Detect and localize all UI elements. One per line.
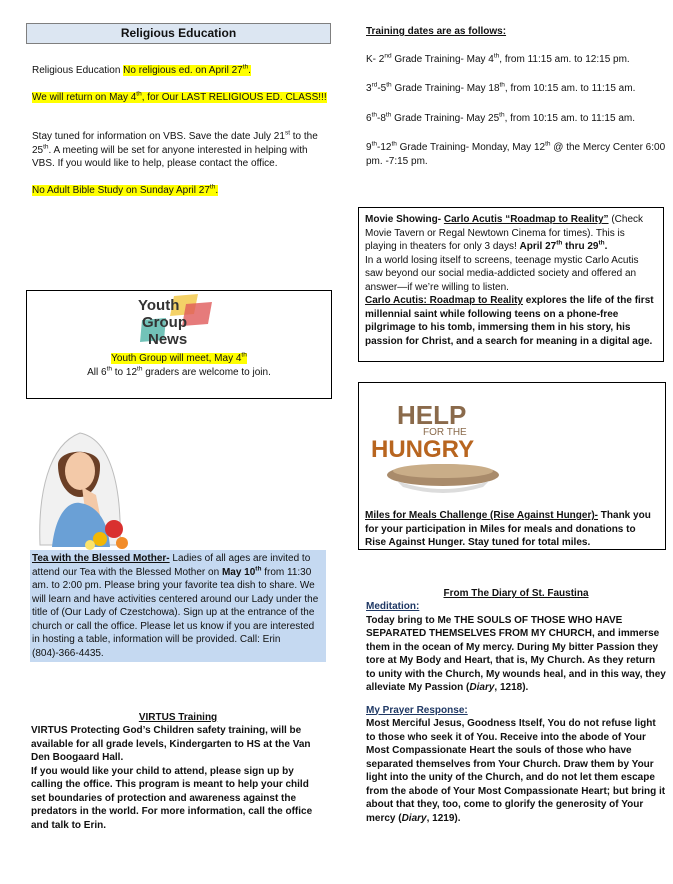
youth-group-box xyxy=(26,290,332,399)
prayer-response-text: Most Merciful Jesus, Goodness Itself, You do not refuse light to those who seek it of You. Receive into the abode of Your Most Compassionate Heart the souls of those who have separated themselves from Your Church. Draw them by Your light into the unity of the Church, and do not let them escape from the abode of Your Most Compassionate Heart; but bring it about that they, too, come to glorify the generosity of Your mercy (Diary, 1219). xyxy=(366,718,666,824)
meditation-text: Today bring to Me THE SOULS OF THOSE WHO HAVE SEPARATED THEMSELVES FROM MY CHURCH, and immerse them in the ocean of My mercy. During My bitter Passion they tore at My Body and Heart, that is, My Church. As they return to unity with the Church, My wounds heal, and in this way, they alleviate My Passion (Diary, 1218). xyxy=(366,614,666,693)
logo-text-group: Group xyxy=(142,314,187,331)
movie-intro: Movie Showing- Carlo Acutis “Roadmap to Reality” (Check Movie Tavern or Regal Newtown Cinema for times). This is playing in theaters for only 3 days! April 27th thru 29th. xyxy=(365,214,644,252)
flower-yellow-icon xyxy=(93,532,107,546)
training-row-3-5: 3rd-5th Grade Training- May 18th, from 10:15 am. to 11:15 am. xyxy=(366,81,636,94)
logo-text-help: HELP xyxy=(397,400,467,430)
training-row-k2: K- 2nd Grade Training- May 4th, from 11:15 am. to 12:15 pm. xyxy=(366,52,630,65)
faustina-title: From The Diary of St. Faustina xyxy=(443,588,589,599)
movie-title-link: Carlo Acutis “Roadmap to Reality” xyxy=(443,214,609,225)
virtus-p2: If you would like your child to attend, please sign up by calling the office. This program is meant to help your child set boundaries of protection and awareness against the predators in the world. For more information, call the office and talk to Erin. xyxy=(31,765,313,831)
training-dates xyxy=(366,25,666,184)
grain-top-shape xyxy=(393,464,493,478)
face-shape xyxy=(65,452,95,490)
logo-text-for-the: FOR THE xyxy=(423,427,467,438)
movie-showing-box xyxy=(358,207,664,362)
movie-description: In a world losing itself to screens, teenage mystic Carlo Acutis saw beyond our social media-addicted society and offered an answer—if we’re willing to listen. xyxy=(365,254,639,293)
religious-education-body xyxy=(32,64,328,197)
miles-for-meals-text: Miles for Meals Challenge (Rise Against Hunger)- Thank you for your participation in Miles for meals and donations to Rise Against Hunger. Stay tuned for total miles. xyxy=(365,510,651,548)
logo-text-hungry: HUNGRY xyxy=(371,436,475,463)
movie-summary: Carlo Acutis: Roadmap to Reality explores the life of the first millennial saint while following teens on a phone-free pilgrimage to his tomb, immersing them in his story, his passion for Christ, and a search for meaning in a digital age. xyxy=(365,295,654,347)
help-for-hungry-box xyxy=(358,382,666,550)
meditation-label: Meditation: xyxy=(366,601,420,612)
praying-woman-illustration xyxy=(30,425,132,551)
return-notice: We will return on May 4th, for Our LAST RELIGIOUS ED. CLASS!!! xyxy=(32,90,327,103)
bible-study-notice: No Adult Bible Study on Sunday April 27th. xyxy=(32,183,219,196)
flower-red-icon xyxy=(105,520,123,538)
prayer-response-label: My Prayer Response: xyxy=(366,704,468,716)
virtus-title: VIRTUS Training xyxy=(138,712,218,723)
faustina-body xyxy=(366,600,666,825)
youth-group-news-logo xyxy=(136,294,216,346)
vbs-notice: Stay tuned for information on VBS. Save the date July 21st to the 25th. A meeting will be set for anyone interested in helping with VBS. If you would like to help, please contact the office. xyxy=(32,129,318,169)
training-row-9-12: 9th-12th Grade Training- Monday, May 12th @ the Mercy Center 6:00 pm. -7:15 pm. xyxy=(366,140,666,167)
religious-education-header: Religious Education xyxy=(26,23,331,44)
virtus-body xyxy=(31,724,323,832)
flower-orange-icon xyxy=(116,537,128,549)
virtus-p1: VIRTUS Protecting God’s Children safety training, will be available for all grade levels, Kindergarten to HS at the Van Den Boogaard Hall. xyxy=(31,725,311,763)
training-title: Training dates are as follows: xyxy=(366,26,507,37)
logo-text-youth: Youth xyxy=(138,297,180,314)
training-row-6-8: 6th-8th Grade Training- May 25th, from 10:15 am. to 11:15 am. xyxy=(366,111,635,124)
no-religious-ed-notice: Religious Education No religious ed. on April 27th. xyxy=(32,63,251,76)
tea-title: Tea with the Blessed Mother- xyxy=(32,553,170,564)
youth-meet-line: Youth Group will meet, May 4th xyxy=(111,351,247,364)
flower-small-icon xyxy=(85,540,95,550)
logo-text-news: News xyxy=(148,331,188,346)
help-for-the-hungry-logo xyxy=(367,397,517,495)
tea-blessed-mother-box: Tea with the Blessed Mother- Ladies of all ages are invited to attend our Tea with the Blessed Mother on May 10th from 11:30 am. to 2:00 pm. Please bring your favorite tea dish to share. We will learn and have activities centered around our Lady under the title of (Our Lady of Czestchowa). Sign up at the entrance of the church or call the office. Please let us know if you are interested in hosting a table, information will be provided. Call: Erin (804)-366-4435. xyxy=(30,550,326,662)
youth-grades-line: All 6th to 12th graders are welcome to join. xyxy=(87,365,271,378)
